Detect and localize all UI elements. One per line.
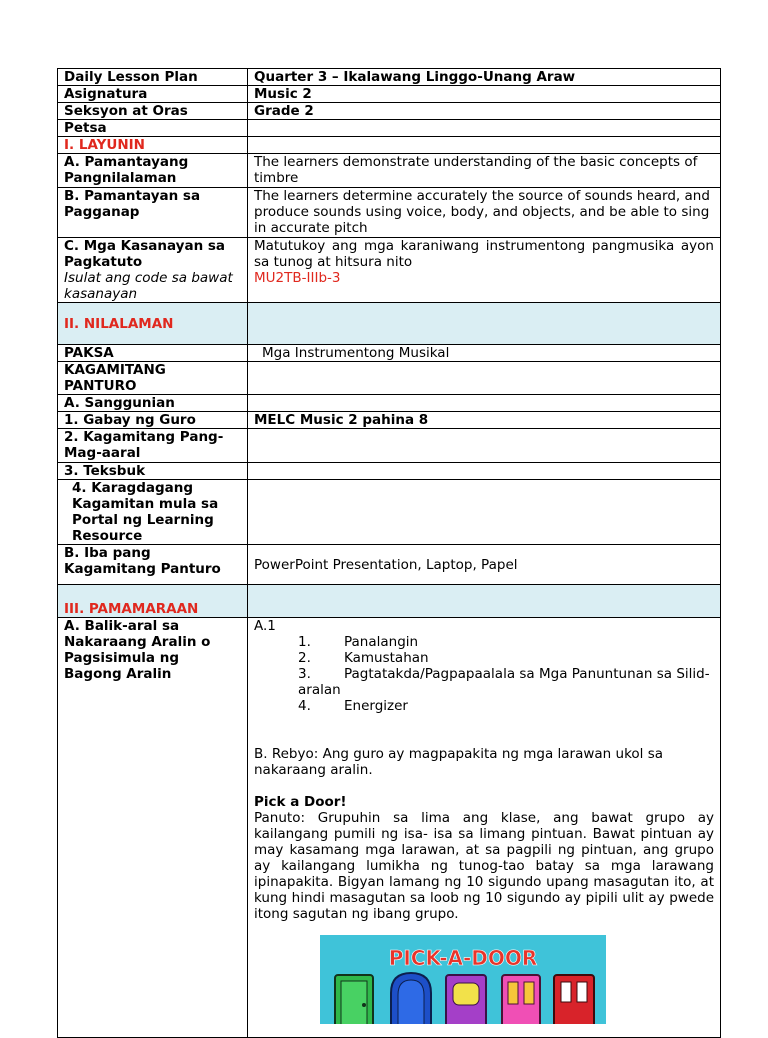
table-row	[58, 188, 721, 238]
empty-cell	[248, 429, 721, 463]
a1-label: A.1	[254, 618, 276, 634]
door-icon	[554, 975, 594, 1024]
rebyo-text: B. Rebyo: Ang guro ay magpapakita ng mga larawan ukol sa nakaraang aralin.	[254, 746, 664, 778]
table-row	[58, 362, 721, 395]
door-icon	[502, 975, 540, 1024]
pamamaraan-heading: III. PAMAMARAAN	[58, 585, 248, 618]
nilalaman-heading: II. NILALAMAN	[58, 303, 248, 345]
table-row	[58, 303, 721, 345]
empty-cell	[248, 362, 721, 395]
layunin-heading: I. LAYUNIN	[58, 137, 248, 154]
header-value: Quarter 3 – Ikalawang Linggo-Unang Araw	[248, 69, 721, 86]
empty-cell	[248, 480, 721, 545]
petsa-label: Petsa	[58, 120, 248, 137]
seksyon-label: Seksyon at Oras	[58, 103, 248, 120]
kasanayan-content	[248, 238, 721, 303]
kasanayan-note: Isulat ang code sa bawat kasanayan	[64, 270, 233, 302]
kagamitang-label: KAGAMITANG PANTURO	[58, 362, 248, 395]
lesson-plan-table	[57, 68, 721, 1038]
artwork-title: PICK-A-DOOR	[388, 946, 538, 970]
asignatura-label: Asignatura	[58, 86, 248, 103]
door-icon	[446, 975, 486, 1024]
iba-pang-value: PowerPoint Presentation, Laptop, Papel	[248, 545, 721, 585]
pamantayang-pangnilalaman-value: The learners demonstrate understanding of the basic concepts of timbre	[248, 154, 721, 188]
lesson-plan-document	[57, 68, 720, 1038]
list-item: 2. Kamustahan	[298, 650, 429, 666]
table-row	[58, 412, 721, 429]
table-row	[58, 69, 721, 86]
pick-a-door-title: Pick a Door!	[254, 794, 347, 810]
balik-aral-label-cell	[58, 618, 248, 1038]
list-item: 3. Pagtatakda/Pagpapaalala sa Mga Panuntunan sa Silid-aralan	[298, 666, 710, 698]
teksbuk-label: 3. Teksbuk	[58, 463, 248, 480]
pick-a-door-artwork	[320, 935, 606, 1024]
sanggunian-label: A. Sanggunian	[58, 395, 248, 412]
gabay-label: 1. Gabay ng Guro	[58, 412, 248, 429]
panuto-text: Panuto: Grupuhin sa lima ang klase, ang bawat grupo ay kailangang pumili ng isa- isa sa limang pintuan. Bawat pintuan ay may kasamang mga larawan, at sa pagpili ng pintuan, ang grupo ay kailangang lumikha ng tunog-tao batay sa mga larawang ipinapakita. Bigyan lamang ng 10 sigundo upang masagutan ito, at kung hindi masagutan sa loob ng 10 sigundo ay pipili ulit ay pwede itong sagutan ng ibang grupo.	[254, 810, 714, 922]
empty-cell	[248, 303, 721, 345]
kasanayan-value: Matutukoy ang mga karaniwang instrumentong pangmusika ayon sa tunog at hitsura nito	[254, 238, 714, 270]
door-icon	[335, 975, 373, 1024]
header-label: Daily Lesson Plan	[58, 69, 248, 86]
pamantayang-pangnilalaman-label: A. Pamantayang Pangnilalaman	[58, 154, 248, 188]
iba-pang-label: B. Iba pang Kagamitang Panturo	[58, 545, 248, 585]
list-item: 4. Energizer	[298, 698, 408, 714]
table-row	[58, 480, 721, 545]
pamantayan-pagganap-value: The learners determine accurately the source of sounds heard, and produce sounds using voice, body, and objects, and be able to sing in accurate pitch	[248, 188, 721, 238]
asignatura-value: Music 2	[248, 86, 721, 103]
table-row	[58, 429, 721, 463]
kasanayan-cell	[58, 238, 248, 303]
seksyon-value: Grade 2	[248, 103, 721, 120]
karagdagang-label: 4. Karagdagang Kagamitan mula sa Portal ng Learning Resource	[58, 480, 248, 545]
table-row	[58, 103, 721, 120]
activity-list	[254, 634, 714, 714]
table-row	[58, 585, 721, 618]
petsa-value	[248, 120, 721, 137]
table-row	[58, 395, 721, 412]
table-row	[58, 154, 721, 188]
table-row	[58, 463, 721, 480]
balik-aral-label: A. Balik-aral sa Nakaraang Aralin o Pagsisimula ng Bagong Aralin	[64, 618, 211, 682]
kasanayan-label: C. Mga Kasanayan sa Pagkatuto	[64, 238, 226, 270]
empty-cell	[248, 395, 721, 412]
table-row	[58, 238, 721, 303]
kasanayan-code: MU2TB-IIIb-3	[254, 270, 341, 286]
kagamitang-mag-aaral-label: 2. Kagamitang Pang-Mag-aaral	[58, 429, 248, 463]
table-row	[58, 86, 721, 103]
list-item: 1. Panalangin	[298, 634, 419, 650]
table-row	[58, 120, 721, 137]
table-row	[58, 345, 721, 362]
empty-cell	[248, 585, 721, 618]
empty-cell	[248, 463, 721, 480]
table-row	[58, 545, 721, 585]
paksa-value: Mga Instrumentong Musikal	[248, 345, 721, 362]
empty-cell	[248, 137, 721, 154]
gabay-value: MELC Music 2 pahina 8	[248, 412, 721, 429]
pick-a-door-illustration	[320, 935, 606, 1024]
table-row	[58, 137, 721, 154]
pamantayan-pagganap-label: B. Pamantayan sa Pagganap	[58, 188, 248, 238]
door-icon	[391, 973, 431, 1024]
paksa-label: PAKSA	[58, 345, 248, 362]
